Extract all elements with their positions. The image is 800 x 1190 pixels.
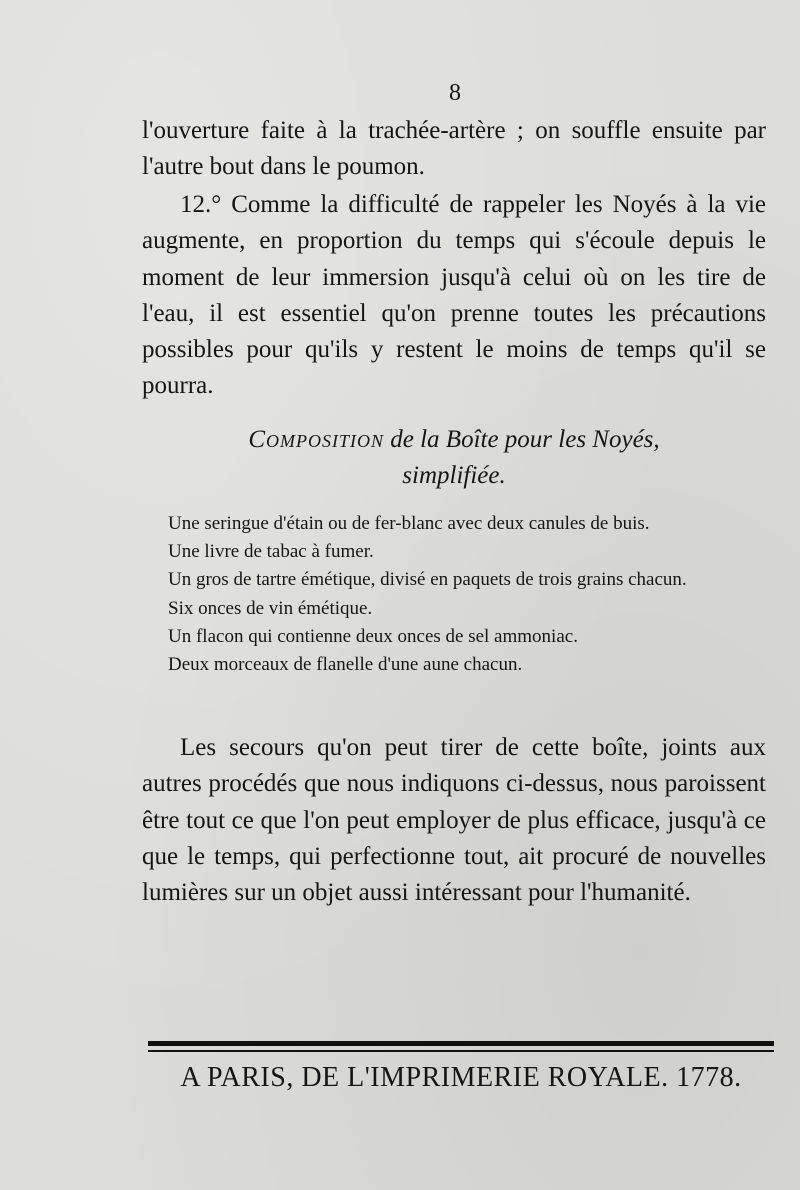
divider-thin [148,1050,774,1052]
divider-thick [148,1041,774,1046]
section-heading [142,422,766,494]
list-item: Deux morceaux de flanelle d'une aune chacun. [168,654,523,676]
box-contents-list [150,510,770,679]
section-heading-line-2: simplifiée. [402,462,506,489]
section-heading-line-1 [142,422,766,458]
paragraph-12-number: 12.° [180,191,222,218]
list-item: Un flacon qui contienne deux onces de sel ammoniac. [168,625,578,647]
imprint-line: A PARIS, DE L'IMPRIMERIE ROYALE. 1778. [180,1062,742,1093]
paragraph-12-text: Comme la difficulté de rappeler les Noyés à la vie augmente, en proportion du temps qui s'écoule depuis le moment de leur immersion jusqu'à celui où on les tire de l'eau, il est essentiel qu'on prenne toutes les précautions possibles pour qu'ils y restent le moins de temps qu'il se pourra. [142,191,767,400]
list-item: Une livre de tabac à fumer. [168,541,374,563]
paragraph-continuation: l'ouverture faite à la trachée-artère ; on souffle ensuite par l'autre bout dans le poumon. [142,117,766,181]
list-item: Une seringue d'étain ou de fer-blanc avec deux canules de buis. [168,513,650,534]
paragraph-12 [142,187,766,405]
list-item: Six onces de vin émétique. [168,597,373,619]
section-heading-rest: de la Boîte pour les Noyés, [390,426,660,453]
paragraph-conclusion-text: Les secours qu'on peut tirer de cette boîte, joints aux autres procédés que nous indiquons ci-dessus, nous paroissent être tout ce que l'on peut employer de plus efficace, jusqu'à ce que le temps, qui perfectionne tout, ait procuré de nouvelles lumières sur un objet aussi intéressant pour l'humanité. [142,734,766,907]
list-item: Un gros de tartre émétique, divisé en paquets de trois grains chacun. [168,569,687,591]
paragraph-conclusion [142,730,766,911]
section-heading-lead: Composition [248,426,384,453]
page-number: 8 [449,80,461,106]
